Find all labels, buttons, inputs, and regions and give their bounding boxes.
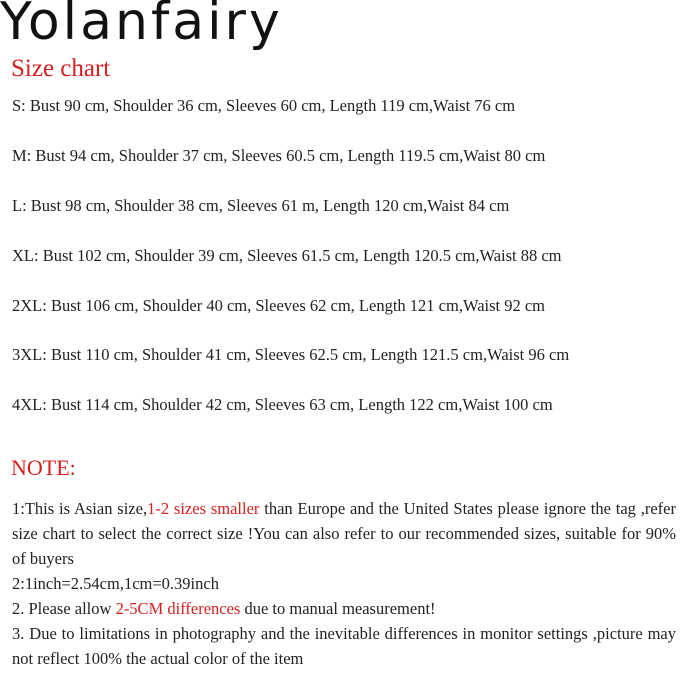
size-row-xl: XL: Bust 102 cm, Shoulder 39 cm, Sleeves 61.5 cm, Length 120.5 cm,Waist 88 cm: [12, 245, 562, 265]
notes-section: [12, 496, 676, 671]
note-item-asian-size: [12, 496, 676, 571]
size-chart-title: Size chart: [11, 55, 111, 82]
note-item-photo-color: 3. Due to limitations in photography and the inevitable differences in monitor settings ,picture may not reflect 100% the actual color of the item: [12, 624, 676, 668]
size-row-s: S: Bust 90 cm, Shoulder 36 cm, Sleeves 60 cm, Length 119 cm,Waist 76 cm: [12, 96, 516, 115]
note-highlight-sizes-smaller: 1-2 sizes smaller: [147, 499, 260, 518]
size-row-4xl: 4XL: Bust 114 cm, Shoulder 42 cm, Sleeves 63 cm, Length 122 cm,Waist 100 cm: [12, 395, 553, 415]
note-highlight-differences: 2-5CM differences: [115, 599, 241, 618]
note-title: NOTE:: [11, 455, 76, 480]
note-item-asian-size-text: 1:This is Asian size,: [12, 499, 148, 518]
size-row-m: M: Bust 94 cm, Shoulder 37 cm, Sleeves 60.5 cm, Length 119.5 cm,Waist 80 cm: [12, 145, 546, 165]
note-item-measurement: [12, 596, 676, 621]
note-item-measurement-text: 2. Please allow: [12, 599, 116, 618]
note-item-unit-conversion: 2:1inch=2.54cm,1cm=0.39inch: [12, 574, 219, 593]
size-row-3xl: 3XL: Bust 110 cm, Shoulder 41 cm, Sleeves 62.5 cm, Length 121.5 cm,Waist 96 cm: [12, 345, 570, 365]
note-item-measurement-text-rest: due to manual measurement!: [240, 599, 436, 618]
size-row-2xl: 2XL: Bust 106 cm, Shoulder 40 cm, Sleeves 62 cm, Length 121 cm,Waist 92 cm: [12, 295, 546, 315]
size-chart-list: [12, 96, 682, 445]
size-row-l: L: Bust 98 cm, Shoulder 38 cm, Sleeves 61 m, Length 120 cm,Waist 84 cm: [12, 195, 510, 215]
brand-logo-text: Yolanfairy: [0, 0, 283, 52]
note-item-asian-size-text-rest: than Europe and the United States please ignore the tag ,refer size chart to select the correct size !You can also refer to our recommended sizes, suitable for 90% of buyers: [12, 499, 676, 568]
